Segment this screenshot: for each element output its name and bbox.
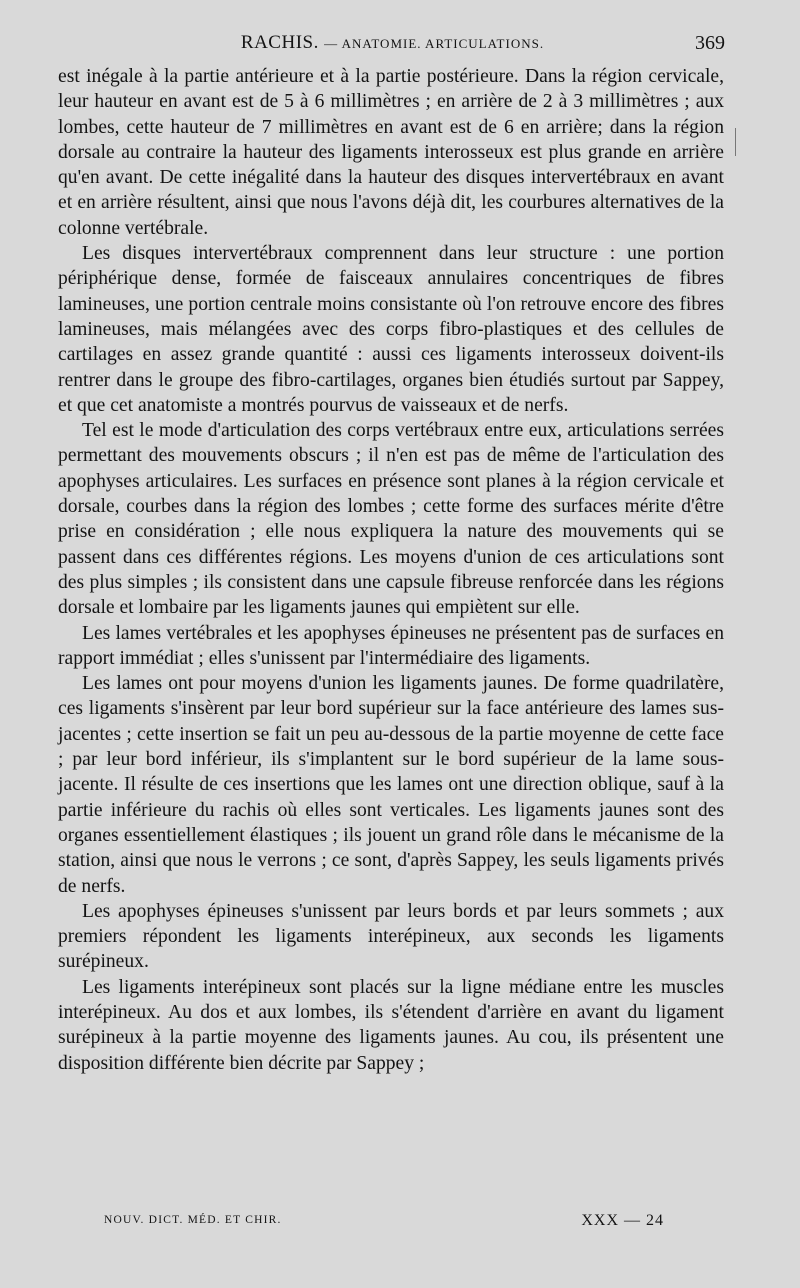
paragraph-2: Les disques intervertébraux comprennent dans leur structure : une portion périphérique dense, formée de faisceaux annulaires concentriques de fibres lamineuses, une portion centrale moins consistante où l'on retrouve encore des fibres lamineuses, mais mélangées avec des corps fibro-plastiques et des cellules de cartilages en assez grande quantité : aussi ces ligaments interosseux doivent-ils rentrer dans le groupe des fibro-cartilages, organes bien étudiés surtout par Sappey, et que cet anatomiste a montrés pourvus de vaisseaux et de nerfs. — [58, 243, 724, 416]
margin-pencil-mark — [735, 128, 736, 156]
paragraph-7: Les ligaments interépineux sont placés sur la ligne médiane entre les muscles interépineux. Au dos et aux lombes, ils s'étendent d'arrière en avant du ligament surépineux à la partie moyenne des ligaments jaunes. Au cou, ils présentent une disposition différente bien décrite par Sappey ; — [58, 976, 724, 1074]
paragraph-6: Les apophyses épineuses s'unissent par leurs bords et par leurs sommets ; aux premiers répondent les ligaments interépineux, aux seconds les ligaments surépineux. — [58, 900, 724, 973]
footer-sheet-number: XXX — 24 — [581, 1212, 664, 1229]
paragraph-4: Les lames vertébrales et les apophyses épineuses ne présentent pas de surfaces en rapport immédiat ; elles s'unissent par l'intermédiaire des ligaments. — [58, 622, 724, 669]
page-number: 369 — [695, 32, 725, 54]
header-title-main: RACHIS. — [240, 32, 319, 53]
page-footer — [104, 1212, 664, 1232]
body-text — [58, 64, 724, 1076]
header-title — [60, 32, 725, 54]
paragraph-5: Les lames ont pour moyens d'union les ligaments jaunes. De forme quadrilatère, ces ligaments s'insèrent par leur bord supérieur sur la face antérieure des lames sus-jacentes ; cette insertion se fait un peu au-dessous de la partie moyenne de cette face ; par leur bord inférieur, ils s'implantent sur le bord supérieur de la lame sous-jacente. Il résulte de ces insertions que les lames ont une direction oblique, sauf à la partie inférieure du rachis où elles sont verticales. Les ligaments jaunes sont des organes essentiellement élastiques ; ils jouent un grand rôle dans le mécanisme de la station, ainsi que nous le verrons ; ce sont, d'après Sappey, les seuls ligaments privés de nerfs. — [58, 673, 724, 897]
paragraph-1: est inégale à la partie antérieure et à la partie postérieure. Dans la région cervicale, leur hauteur en avant est de 5 à 6 millimètres ; en arrière de 2 à 3 millimètres ; aux lombes, cette hauteur de 7 millimètres en avant est de 6 en arrière; dans la région dorsale au contraire la hauteur des ligaments interosseux est plus grande en arrière qu'en avant. De cette inégalité dans la hauteur des disques intervertébraux en avant et en arrière résultent, ainsi que nous l'avons déjà dit, les courbures alternatives de la colonne vertébrale. — [58, 66, 724, 239]
header-title-sub: — ANATOMIE. ARTICULATIONS. — [324, 36, 545, 51]
paragraph-3: Tel est le mode d'articulation des corps vertébraux entre eux, articulations serrées permettant des mouvements obscurs ; il n'en est pas de même de l'articulation des apophyses articulaires. Les surfaces en présence sont planes à la région cervicale et dorsale, courbes dans la région des lombes ; cette forme des surfaces mérite d'être prise en considération ; elle nous expliquera la nature des mouvements qui se passent dans ces différentes régions. Les moyens d'union de ces articulations sont des plus simples ; ils consistent dans une capsule fibreuse renforcée dans les régions dorsale et lombaire par les ligaments jaunes qui empiètent sur elle. — [58, 420, 724, 619]
running-header — [60, 32, 725, 58]
footer-signature: NOUV. DICT. MÉD. ET CHIR. — [104, 1214, 282, 1226]
